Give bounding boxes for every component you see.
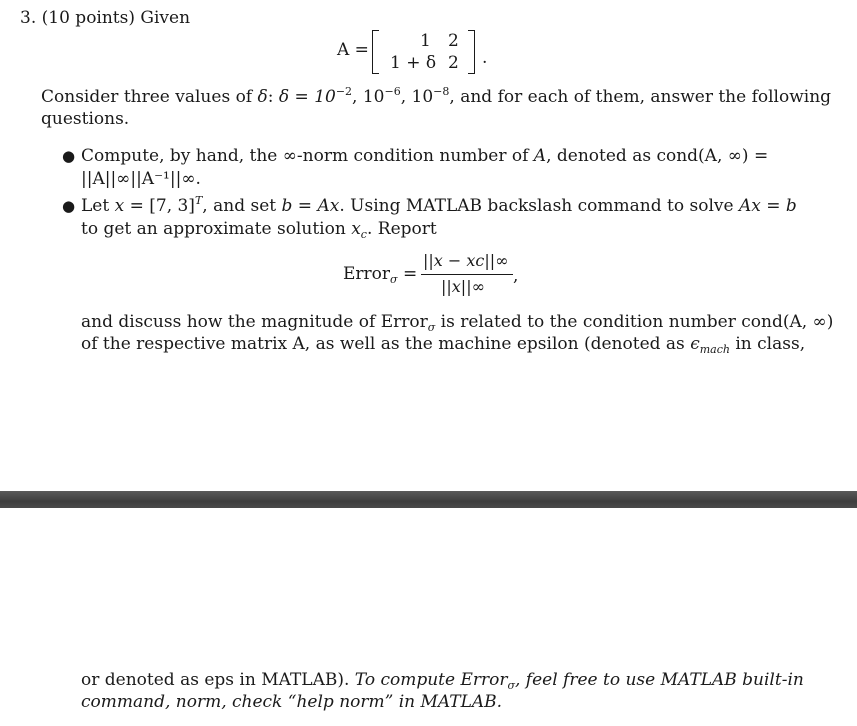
intro-text: and for each of them, answer the following	[460, 87, 832, 107]
discuss-line-1: and discuss how the magnitude of Error$_\sigma$ is related to the condition number cond(A, ∞)	[81, 312, 834, 334]
matrix-cell: 1 + δ	[390, 53, 437, 73]
bullet1-line-2: ||A||∞||A⁻¹||∞.	[81, 169, 201, 189]
bullet-dot: ●	[62, 197, 76, 215]
fraction-bar	[421, 274, 513, 275]
intro-line-2: questions.	[41, 109, 130, 129]
intro-text: Consider three values of	[41, 87, 253, 107]
intro-line-1: Consider three values of δ: $\delta = 10^{-2}$, $10^{-6}$, $10^{-8}$, and for each of them, answer the following	[41, 85, 832, 107]
bullet-dot: ●	[62, 147, 76, 165]
error-denominator: ||x||∞	[441, 277, 485, 296]
error-label: Error	[343, 264, 391, 284]
bullet2-line-2: to get an approximate solution $x_c$. Report	[81, 219, 437, 241]
discuss-line-2: of the respective matrix A, as well as the machine epsilon (denoted as $\epsilon_{mach}$ in class,	[81, 334, 806, 356]
bullet2-text: to get an approximate solution	[81, 219, 346, 239]
continuation-text: or denoted as eps in MATLAB).	[81, 670, 350, 690]
matrix-left-bracket	[372, 30, 379, 74]
discuss-text: of the respective matrix A, as well as the machine epsilon (denoted as	[81, 334, 685, 354]
problem-number: 3.	[20, 8, 37, 28]
formula-comma: ,	[513, 266, 519, 286]
matrix-period: .	[482, 48, 488, 68]
discuss-text: in class,	[735, 334, 806, 354]
bullet1-text: Compute, by hand, the ∞-norm condition number of	[81, 146, 529, 166]
error-formula-label: Error$_\sigma$ =	[343, 264, 418, 286]
continuation-line-2: command, norm, check “help norm” in MATLAB.	[81, 692, 503, 712]
matrix-cell: 2	[448, 53, 459, 73]
bullet1-line-1: Compute, by hand, the ∞-norm condition number of A, denoted as cond(A, ∞) =	[81, 146, 769, 166]
document-page-bottom	[0, 508, 857, 726]
error-numerator: ||x − xc||∞	[423, 251, 509, 270]
discuss-text: and discuss how the magnitude of Error	[81, 312, 428, 332]
problem-points: (10 points) Given	[41, 8, 191, 28]
continuation-text: , feel free to use MATLAB built-in	[515, 670, 804, 690]
bullet2-text: Using MATLAB backslash command to solve	[350, 196, 734, 216]
bullet2-text: Let	[81, 196, 110, 216]
problem-heading	[20, 7, 190, 29]
matrix-right-bracket	[468, 30, 475, 74]
bullet1-text: denoted as cond(A, ∞) =	[556, 146, 769, 166]
bullet2-line-1: Let x = [7, 3]$^T$, and set b = Ax. Using MATLAB backslash command to solve Ax = b	[81, 194, 797, 216]
matrix-lhs: A =	[337, 40, 369, 60]
bullet2-text: and set	[213, 196, 277, 216]
matrix-cell: 1	[420, 31, 431, 51]
delta-values: δ = 10	[278, 87, 336, 107]
bullet2-text: Report	[377, 219, 437, 239]
continuation-text: To compute Error	[354, 670, 508, 690]
continuation-line-1: or denoted as eps in MATLAB). To compute Error$_\sigma$, feel free to use MATLAB built-in	[81, 670, 804, 692]
discuss-text: is related to the condition number cond(A, ∞)	[440, 312, 834, 332]
matrix-cell: 2	[448, 31, 459, 51]
page-separator	[0, 491, 857, 508]
